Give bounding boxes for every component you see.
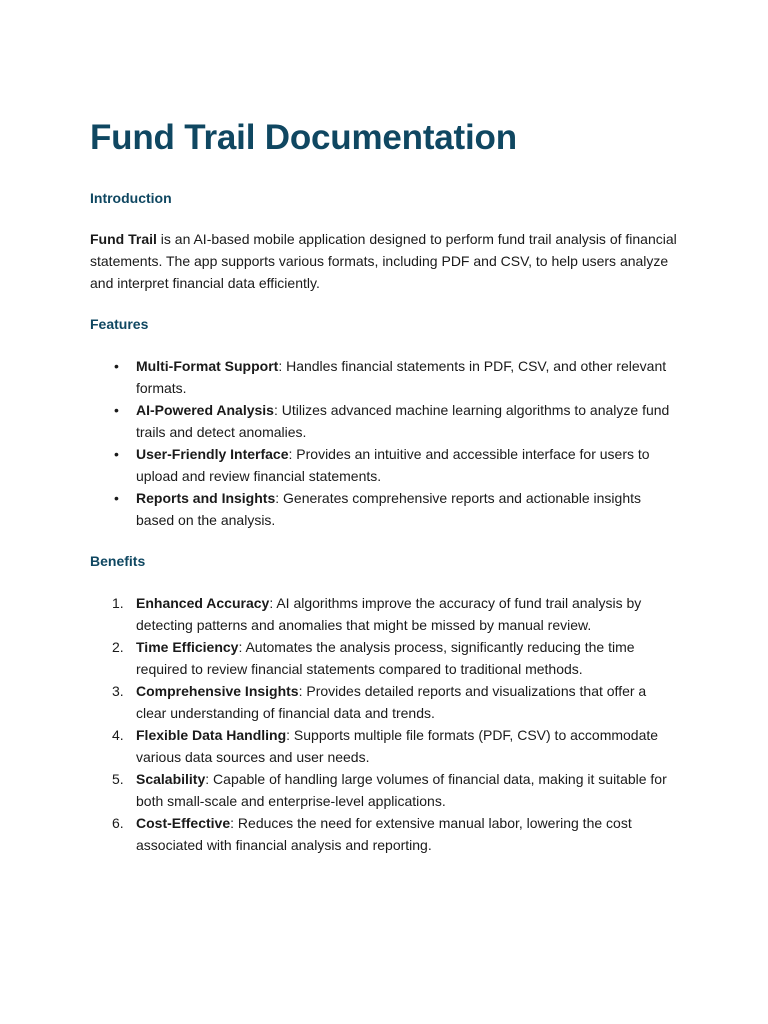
benefit-term: Cost-Effective xyxy=(136,815,231,831)
list-item xyxy=(90,487,680,531)
heading-benefits: Benefits xyxy=(90,553,146,569)
list-number: 2. xyxy=(112,639,124,655)
bullet-icon: • xyxy=(114,402,119,418)
list-number: 5. xyxy=(112,771,124,787)
bullet-icon: • xyxy=(114,446,119,462)
list-item xyxy=(90,355,680,399)
list-item xyxy=(90,768,680,812)
list-number: 3. xyxy=(112,683,124,699)
benefit-term: Scalability xyxy=(136,771,206,787)
feature-term: Multi-Format Support xyxy=(136,358,279,374)
list-item xyxy=(90,636,680,680)
list-item xyxy=(90,399,680,443)
feature-text: : Utilizes advanced machine learning algorithms to analyze fund trails and detect anomalies. xyxy=(136,402,670,440)
benefit-term: Comprehensive Insights xyxy=(136,683,299,699)
feature-term: Reports and Insights xyxy=(136,490,276,506)
heading-features: Features xyxy=(90,316,149,332)
list-number: 1. xyxy=(112,595,124,611)
list-number: 6. xyxy=(112,815,124,831)
feature-term: AI-Powered Analysis xyxy=(136,402,274,418)
feature-text: : Provides an intuitive and accessible interface for users to upload and review financial statements. xyxy=(136,446,650,484)
list-item xyxy=(90,724,680,768)
feature-text: : Generates comprehensive reports and actionable insights based on the analysis. xyxy=(136,490,641,528)
features-list xyxy=(90,355,680,531)
list-item xyxy=(90,680,680,724)
benefits-list xyxy=(90,592,680,856)
benefit-text: : Automates the analysis process, significantly reducing the time required to review financial statements compared to traditional methods. xyxy=(136,639,635,677)
benefit-text: : AI algorithms improve the accuracy of fund trail analysis by detecting patterns and anomalies that might be missed by manual review. xyxy=(136,595,642,633)
introduction-text: is an AI-based mobile application designed to perform fund trail analysis of financial statements. The app supports various formats, including PDF and CSV, to help users analyze and interpret financial data efficiently. xyxy=(90,231,677,291)
feature-text: : Handles financial statements in PDF, CSV, and other relevant formats. xyxy=(136,358,667,396)
benefit-term: Enhanced Accuracy xyxy=(136,595,270,611)
page-title: Fund Trail Documentation xyxy=(90,118,517,157)
benefit-text: : Reduces the need for extensive manual labor, lowering the cost associated with financial analysis and reporting. xyxy=(136,815,632,853)
feature-term: User-Friendly Interface xyxy=(136,446,289,462)
introduction-term: Fund Trail xyxy=(90,231,157,247)
document-page xyxy=(90,112,680,856)
benefit-term: Flexible Data Handling xyxy=(136,727,287,743)
benefit-text: : Supports multiple file formats (PDF, CSV) to accommodate various data sources and user needs. xyxy=(136,727,659,765)
benefit-text: : Capable of handling large volumes of financial data, making it suitable for both small-scale and enterprise-level applications. xyxy=(136,771,667,809)
benefit-text: : Provides detailed reports and visualizations that offer a clear understanding of financial data and trends. xyxy=(136,683,647,721)
list-item xyxy=(90,592,680,636)
list-item xyxy=(90,812,680,856)
heading-introduction: Introduction xyxy=(90,190,172,206)
bullet-icon: • xyxy=(114,490,119,506)
bullet-icon: • xyxy=(114,358,119,374)
list-number: 4. xyxy=(112,727,124,743)
list-item xyxy=(90,443,680,487)
introduction-paragraph xyxy=(90,228,680,294)
benefit-term: Time Efficiency xyxy=(136,639,239,655)
